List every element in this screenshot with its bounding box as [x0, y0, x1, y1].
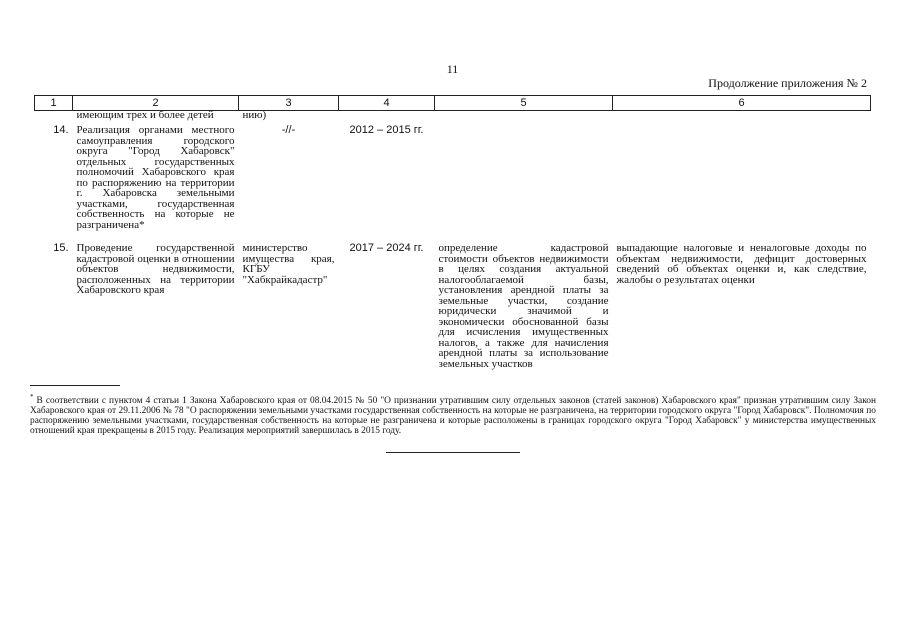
column-header-2: 2: [73, 96, 239, 111]
column-header-6: 6: [613, 96, 871, 111]
column-header-3: 3: [239, 96, 339, 111]
executor: министерство имущества края, КГБУ "Хабкрайкадастр": [242, 242, 335, 286]
column-header-5: 5: [435, 96, 613, 111]
executor: -//-: [281, 124, 296, 136]
footnote-text: В соответствии с пунктом 4 статьи 1 Закона Хабаровского края от 08.04.2015 № 50 "О признании утратившим силу отдельных законов (статей законов) Хабаровского края" признан утратившим силу Закон Хабаровского края от 29.11.2006 № 78 "О распоряжении земельными участками государственная собственность на которые не разграничена, на территории городского округа "Город Хабаровск". Полномочия по распоряжению земельными участками, государственная собственность на которые не разграничена и которые расположены в границах городского округа "Город Хабаровск" у министерства имущественных отношений края прекращены в 2015 году. Реализация мероприятий завершилась в 2015 году.: [30, 396, 876, 437]
page-number: 11: [446, 62, 459, 76]
column-header-1: 1: [35, 96, 73, 111]
expected-result: определение кадастровой стоимости объектов недвижимости в целях создания актуальной налогооблагаемой базы, установления арендной платы за земельные участки, создание юридически значимой и экономически обоснованной базы для исчисления имущественных налогов, а также для начисления арендной платы за использование земельных участков: [438, 242, 609, 370]
measures-table: [34, 95, 871, 369]
measure-name: Реализация органами местного самоуправления городского округа "Город Хабаровск" отдельных государственных полномочий Хабаровского края по распоряжению на территории г. Хабаровска земельными участками, государственная собственность на которые не разграничена*: [76, 124, 235, 231]
footnote-marker: *: [30, 393, 34, 401]
implementation-period: 2017 – 2024 гг.: [349, 242, 424, 254]
consequences-of-non-implementation: [613, 123, 871, 237]
expected-result: [435, 123, 613, 237]
table-row: [35, 237, 871, 369]
continued-row-fragment: [35, 111, 871, 124]
continued-executor-text: нию): [242, 109, 267, 121]
footnote-separator: [30, 385, 120, 386]
consequences-of-non-implementation: выпадающие налоговые и неналоговые доходы по объектам недвижимости, дефицит достоверных сведений об объектах оценки и, как следствие, жалобы о результатах оценки: [616, 242, 867, 286]
implementation-period: 2012 – 2015 гг.: [349, 124, 424, 136]
table-row: [35, 123, 871, 237]
row-number: 14.: [53, 124, 69, 136]
row-number: 15.: [53, 242, 69, 254]
end-of-section-rule: [386, 452, 520, 453]
column-header-4: 4: [339, 96, 435, 111]
continued-measure-text: имеющим трех и более детей: [76, 109, 214, 121]
footnote: [30, 392, 876, 436]
appendix-continuation-label: Продолжение приложения № 2: [708, 76, 867, 90]
measure-name: Проведение государственной кадастровой оценки в отношении объектов недвижимости, расположенных на территории Хабаровского края: [76, 242, 235, 296]
